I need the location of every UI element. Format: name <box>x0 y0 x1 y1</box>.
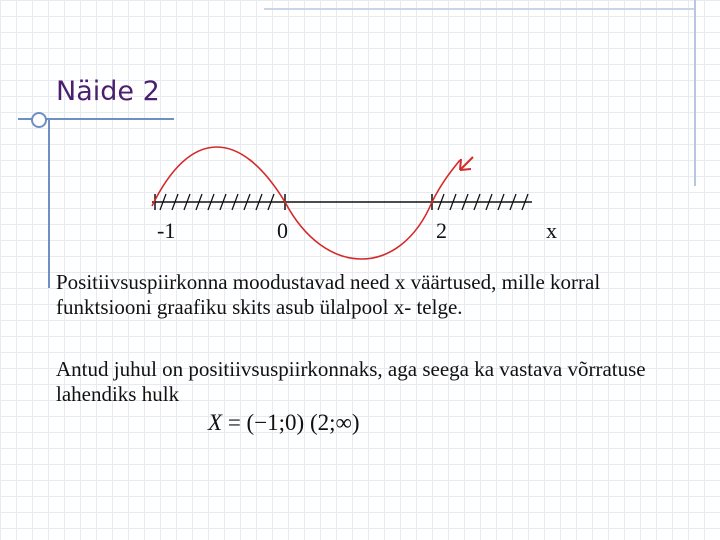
tick-label-0: 0 <box>277 218 288 243</box>
left-vertical-line <box>48 118 50 288</box>
slide-title: Näide 2 <box>56 76 160 107</box>
formula-variable: X <box>208 410 223 435</box>
formula-left-interval: = (−1;0) <box>222 410 310 435</box>
definition-paragraph: Positiivsuspiirkonna moodustavad need x väärtused, mille korral funktsiooni graafiku skits asub ülalpool x- telge. <box>56 270 601 319</box>
tick-label-2: 2 <box>436 218 447 243</box>
curve-arrow <box>460 157 473 170</box>
top-right-frame <box>264 0 694 10</box>
axis-label-x: x <box>546 218 557 243</box>
solution-paragraph: Antud juhul on positiivsuspiirkonnaks, aga seega ka vastava võrratuse lahendiks hulk <box>56 357 646 406</box>
formula-right-interval: (2;∞) <box>309 410 360 435</box>
corner-circle <box>31 112 47 128</box>
tick-label-minus1: -1 <box>157 218 176 243</box>
solution-formula <box>208 410 360 436</box>
right-vertical-line <box>694 0 696 186</box>
sign-diagram <box>130 140 570 260</box>
